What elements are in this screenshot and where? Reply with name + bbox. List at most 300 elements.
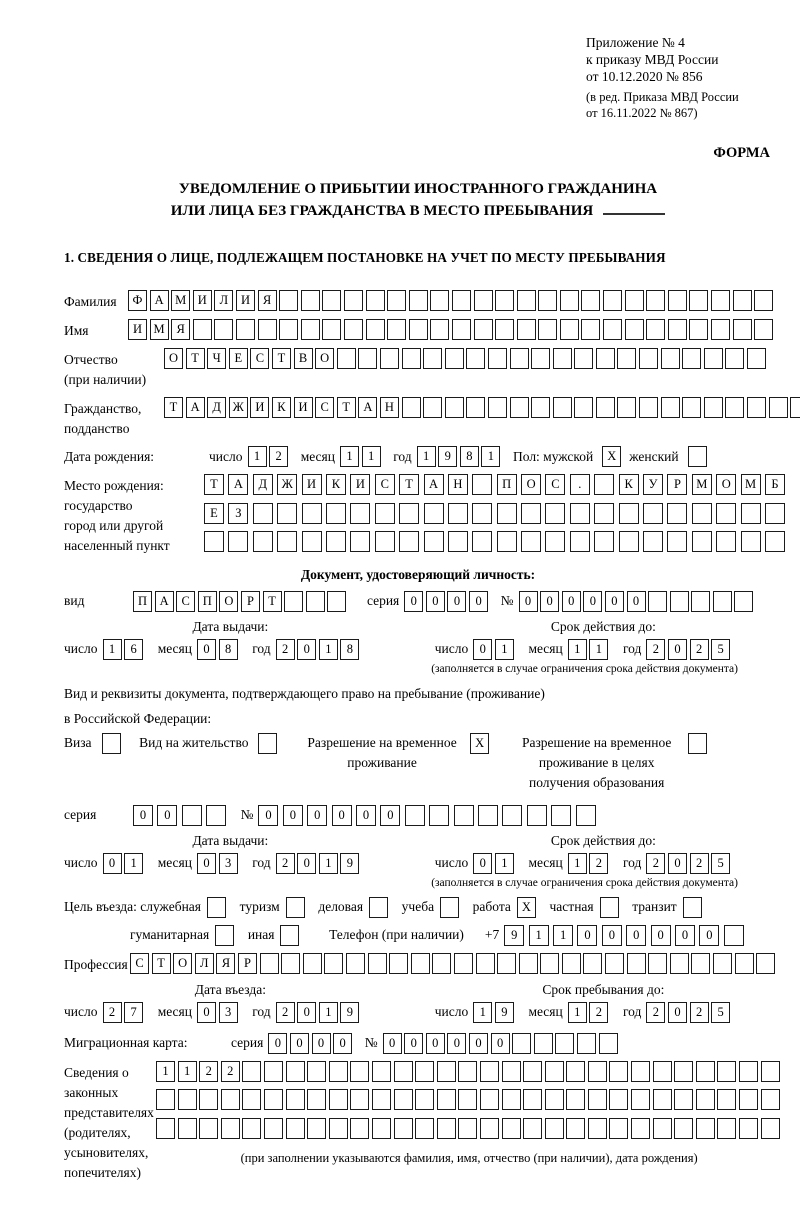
char-box[interactable]: [358, 348, 377, 369]
char-box[interactable]: 0: [383, 1033, 402, 1054]
char-box[interactable]: [588, 1061, 607, 1082]
char-box[interactable]: [696, 1118, 715, 1139]
char-box[interactable]: [617, 397, 636, 418]
char-box[interactable]: [302, 503, 322, 524]
char-box[interactable]: [178, 1089, 197, 1110]
char-box[interactable]: Е: [229, 348, 248, 369]
char-box[interactable]: [350, 503, 370, 524]
char-box[interactable]: [326, 531, 346, 552]
char-box[interactable]: 0: [627, 591, 646, 612]
char-box[interactable]: 1: [495, 639, 514, 660]
char-box[interactable]: [674, 1118, 693, 1139]
char-box[interactable]: 2: [646, 1002, 665, 1023]
char-box[interactable]: [307, 1089, 326, 1110]
char-box[interactable]: [448, 531, 468, 552]
char-box[interactable]: [765, 531, 785, 552]
char-box[interactable]: Н: [448, 474, 468, 495]
char-box[interactable]: [643, 503, 663, 524]
char-box[interactable]: 1: [362, 446, 381, 467]
char-box[interactable]: [713, 953, 732, 974]
char-box[interactable]: [242, 1089, 261, 1110]
char-box[interactable]: 1: [248, 446, 267, 467]
char-box[interactable]: [497, 531, 517, 552]
char-box[interactable]: [286, 1089, 305, 1110]
char-box[interactable]: 0: [668, 853, 687, 874]
char-box[interactable]: А: [358, 397, 377, 418]
char-box[interactable]: С: [130, 953, 149, 974]
char-box[interactable]: [372, 1061, 391, 1082]
char-box[interactable]: 0: [605, 591, 624, 612]
char-box[interactable]: [631, 1118, 650, 1139]
char-box[interactable]: [517, 319, 536, 340]
char-box[interactable]: 0: [519, 591, 538, 612]
char-box[interactable]: [454, 805, 474, 826]
char-box[interactable]: 1: [417, 446, 436, 467]
char-box[interactable]: 0: [577, 925, 597, 946]
char-box[interactable]: [415, 1089, 434, 1110]
char-box[interactable]: [596, 348, 615, 369]
char-box[interactable]: [790, 397, 800, 418]
humanitarian-checkbox[interactable]: [215, 925, 234, 946]
char-box[interactable]: 6: [124, 639, 143, 660]
char-box[interactable]: [739, 1089, 758, 1110]
char-box[interactable]: [653, 1061, 672, 1082]
char-box[interactable]: З: [228, 503, 248, 524]
char-box[interactable]: [747, 397, 766, 418]
char-box[interactable]: [646, 290, 665, 311]
char-box[interactable]: [653, 1089, 672, 1110]
char-box[interactable]: 0: [312, 1033, 331, 1054]
char-box[interactable]: 0: [699, 925, 719, 946]
char-box[interactable]: О: [521, 474, 541, 495]
char-box[interactable]: [609, 1089, 628, 1110]
char-box[interactable]: [472, 474, 492, 495]
char-box[interactable]: Ж: [277, 474, 297, 495]
char-box[interactable]: 0: [473, 639, 492, 660]
char-box[interactable]: [596, 397, 615, 418]
char-box[interactable]: К: [326, 474, 346, 495]
char-box[interactable]: [696, 1089, 715, 1110]
char-box[interactable]: 2: [221, 1061, 240, 1082]
char-box[interactable]: 1: [529, 925, 549, 946]
char-box[interactable]: [667, 531, 687, 552]
char-box[interactable]: 0: [602, 925, 622, 946]
char-box[interactable]: [545, 503, 565, 524]
char-box[interactable]: [445, 397, 464, 418]
char-box[interactable]: Я: [171, 319, 190, 340]
char-box[interactable]: [661, 397, 680, 418]
char-box[interactable]: [553, 397, 572, 418]
char-box[interactable]: [741, 531, 761, 552]
char-box[interactable]: Т: [337, 397, 356, 418]
char-box[interactable]: [199, 1118, 218, 1139]
char-box[interactable]: А: [186, 397, 205, 418]
char-box[interactable]: [577, 1033, 596, 1054]
char-box[interactable]: Т: [272, 348, 291, 369]
char-box[interactable]: 0: [283, 805, 303, 826]
char-box[interactable]: 0: [447, 591, 466, 612]
char-box[interactable]: А: [228, 474, 248, 495]
char-box[interactable]: [375, 531, 395, 552]
char-box[interactable]: [540, 953, 559, 974]
char-box[interactable]: 0: [197, 853, 216, 874]
char-box[interactable]: Н: [380, 397, 399, 418]
char-box[interactable]: 0: [333, 1033, 352, 1054]
char-box[interactable]: [713, 591, 732, 612]
char-box[interactable]: [346, 953, 365, 974]
char-box[interactable]: В: [294, 348, 313, 369]
char-box[interactable]: 0: [380, 805, 400, 826]
gender-male-checkbox[interactable]: X: [602, 446, 621, 467]
char-box[interactable]: [344, 290, 363, 311]
char-box[interactable]: 1: [495, 853, 514, 874]
char-box[interactable]: [281, 953, 300, 974]
char-box[interactable]: [570, 503, 590, 524]
char-box[interactable]: [521, 503, 541, 524]
char-box[interactable]: С: [315, 397, 334, 418]
char-box[interactable]: [387, 319, 406, 340]
char-box[interactable]: [326, 503, 346, 524]
char-box[interactable]: [472, 531, 492, 552]
char-box[interactable]: [523, 1118, 542, 1139]
char-box[interactable]: 0: [426, 1033, 445, 1054]
char-box[interactable]: [502, 1061, 521, 1082]
char-box[interactable]: [599, 1033, 618, 1054]
char-box[interactable]: [322, 290, 341, 311]
char-box[interactable]: [609, 1061, 628, 1082]
char-box[interactable]: 0: [473, 853, 492, 874]
char-box[interactable]: [480, 1118, 499, 1139]
char-box[interactable]: [497, 953, 516, 974]
char-box[interactable]: [668, 319, 687, 340]
char-box[interactable]: 0: [356, 805, 376, 826]
char-box[interactable]: [284, 591, 303, 612]
char-box[interactable]: [221, 1089, 240, 1110]
char-box[interactable]: [430, 290, 449, 311]
char-box[interactable]: 2: [646, 853, 665, 874]
char-box[interactable]: 0: [103, 853, 122, 874]
char-box[interactable]: [324, 953, 343, 974]
char-box[interactable]: [581, 319, 600, 340]
char-box[interactable]: [178, 1118, 197, 1139]
char-box[interactable]: [603, 319, 622, 340]
char-box[interactable]: 9: [495, 1002, 514, 1023]
char-box[interactable]: [458, 1089, 477, 1110]
char-box[interactable]: [761, 1089, 780, 1110]
char-box[interactable]: [366, 319, 385, 340]
char-box[interactable]: 2: [646, 639, 665, 660]
char-box[interactable]: [594, 531, 614, 552]
char-box[interactable]: [399, 503, 419, 524]
char-box[interactable]: [648, 591, 667, 612]
char-box[interactable]: Д: [207, 397, 226, 418]
char-box[interactable]: [576, 805, 596, 826]
char-box[interactable]: [277, 503, 297, 524]
char-box[interactable]: [221, 1118, 240, 1139]
char-box[interactable]: И: [350, 474, 370, 495]
char-box[interactable]: [594, 503, 614, 524]
char-box[interactable]: [692, 531, 712, 552]
char-box[interactable]: 0: [307, 805, 327, 826]
char-box[interactable]: [236, 319, 255, 340]
char-box[interactable]: И: [250, 397, 269, 418]
char-box[interactable]: [560, 290, 579, 311]
char-box[interactable]: С: [250, 348, 269, 369]
char-box[interactable]: [704, 348, 723, 369]
char-box[interactable]: [452, 319, 471, 340]
char-box[interactable]: [375, 503, 395, 524]
char-box[interactable]: [387, 290, 406, 311]
char-box[interactable]: 0: [290, 1033, 309, 1054]
temp-residence-checkbox[interactable]: X: [470, 733, 489, 754]
char-box[interactable]: [394, 1118, 413, 1139]
char-box[interactable]: 2: [269, 446, 288, 467]
char-box[interactable]: [415, 1118, 434, 1139]
residence-permit-checkbox[interactable]: [258, 733, 277, 754]
char-box[interactable]: 2: [589, 853, 608, 874]
char-box[interactable]: [639, 348, 658, 369]
char-box[interactable]: [350, 1118, 369, 1139]
char-box[interactable]: [639, 397, 658, 418]
char-box[interactable]: 0: [404, 1033, 423, 1054]
char-box[interactable]: К: [272, 397, 291, 418]
business-checkbox[interactable]: [369, 897, 388, 918]
char-box[interactable]: [458, 1061, 477, 1082]
char-box[interactable]: [517, 290, 536, 311]
char-box[interactable]: 3: [219, 853, 238, 874]
char-box[interactable]: О: [219, 591, 238, 612]
char-box[interactable]: О: [315, 348, 334, 369]
char-box[interactable]: [754, 319, 773, 340]
char-box[interactable]: [689, 319, 708, 340]
char-box[interactable]: [570, 531, 590, 552]
char-box[interactable]: 0: [297, 639, 316, 660]
char-box[interactable]: [711, 290, 730, 311]
char-box[interactable]: 1: [568, 853, 587, 874]
char-box[interactable]: [619, 531, 639, 552]
char-box[interactable]: [538, 290, 557, 311]
char-box[interactable]: [769, 397, 788, 418]
char-box[interactable]: Е: [204, 503, 224, 524]
char-box[interactable]: [631, 1061, 650, 1082]
work-checkbox[interactable]: X: [517, 897, 536, 918]
char-box[interactable]: 0: [297, 853, 316, 874]
char-box[interactable]: [717, 1118, 736, 1139]
char-box[interactable]: [448, 503, 468, 524]
char-box[interactable]: [415, 1061, 434, 1082]
char-box[interactable]: Т: [152, 953, 171, 974]
char-box[interactable]: [534, 1033, 553, 1054]
char-box[interactable]: Т: [263, 591, 282, 612]
char-box[interactable]: 0: [626, 925, 646, 946]
char-box[interactable]: [609, 1118, 628, 1139]
char-box[interactable]: [474, 290, 493, 311]
char-box[interactable]: Б: [765, 474, 785, 495]
temp-residence-edu-checkbox[interactable]: [688, 733, 707, 754]
char-box[interactable]: [689, 290, 708, 311]
char-box[interactable]: И: [236, 290, 255, 311]
char-box[interactable]: 0: [491, 1033, 510, 1054]
char-box[interactable]: Р: [238, 953, 257, 974]
char-box[interactable]: [264, 1118, 283, 1139]
char-box[interactable]: 0: [258, 805, 278, 826]
char-box[interactable]: [242, 1118, 261, 1139]
char-box[interactable]: [502, 1118, 521, 1139]
char-box[interactable]: 0: [469, 1033, 488, 1054]
char-box[interactable]: [545, 1061, 564, 1082]
char-box[interactable]: 8: [219, 639, 238, 660]
char-box[interactable]: 1: [473, 1002, 492, 1023]
char-box[interactable]: У: [643, 474, 663, 495]
char-box[interactable]: [478, 805, 498, 826]
char-box[interactable]: [716, 503, 736, 524]
char-box[interactable]: 7: [124, 1002, 143, 1023]
char-box[interactable]: 8: [460, 446, 479, 467]
char-box[interactable]: [423, 348, 442, 369]
char-box[interactable]: [394, 1089, 413, 1110]
char-box[interactable]: А: [155, 591, 174, 612]
char-box[interactable]: [691, 591, 710, 612]
char-box[interactable]: [512, 1033, 531, 1054]
char-box[interactable]: [754, 290, 773, 311]
char-box[interactable]: [631, 1089, 650, 1110]
char-box[interactable]: [306, 591, 325, 612]
char-box[interactable]: [538, 319, 557, 340]
char-box[interactable]: [711, 319, 730, 340]
char-box[interactable]: [399, 531, 419, 552]
char-box[interactable]: 2: [690, 853, 709, 874]
char-box[interactable]: 2: [276, 1002, 295, 1023]
char-box[interactable]: 0: [469, 591, 488, 612]
char-box[interactable]: 1: [589, 639, 608, 660]
char-box[interactable]: [423, 397, 442, 418]
char-box[interactable]: 0: [447, 1033, 466, 1054]
char-box[interactable]: 2: [690, 1002, 709, 1023]
char-box[interactable]: 0: [268, 1033, 287, 1054]
char-box[interactable]: [588, 1089, 607, 1110]
char-box[interactable]: [445, 348, 464, 369]
char-box[interactable]: [510, 397, 529, 418]
char-box[interactable]: [545, 1118, 564, 1139]
char-box[interactable]: [327, 591, 346, 612]
char-box[interactable]: .: [570, 474, 590, 495]
char-box[interactable]: [734, 591, 753, 612]
char-box[interactable]: [733, 290, 752, 311]
char-box[interactable]: С: [545, 474, 565, 495]
char-box[interactable]: [488, 348, 507, 369]
char-box[interactable]: О: [716, 474, 736, 495]
char-box[interactable]: [741, 503, 761, 524]
private-checkbox[interactable]: [600, 897, 619, 918]
char-box[interactable]: [603, 290, 622, 311]
char-box[interactable]: [372, 1118, 391, 1139]
char-box[interactable]: 0: [562, 591, 581, 612]
char-box[interactable]: М: [741, 474, 761, 495]
char-box[interactable]: [555, 1033, 574, 1054]
char-box[interactable]: [617, 348, 636, 369]
char-box[interactable]: [488, 397, 507, 418]
char-box[interactable]: [307, 1061, 326, 1082]
char-box[interactable]: 1: [319, 639, 338, 660]
char-box[interactable]: [193, 319, 212, 340]
transit-checkbox[interactable]: [683, 897, 702, 918]
char-box[interactable]: 0: [583, 591, 602, 612]
char-box[interactable]: [279, 290, 298, 311]
gender-female-checkbox[interactable]: [688, 446, 707, 467]
char-box[interactable]: [301, 290, 320, 311]
char-box[interactable]: [643, 531, 663, 552]
char-box[interactable]: [704, 397, 723, 418]
char-box[interactable]: [691, 953, 710, 974]
char-box[interactable]: 0: [651, 925, 671, 946]
char-box[interactable]: М: [150, 319, 169, 340]
char-box[interactable]: [279, 319, 298, 340]
char-box[interactable]: [458, 1118, 477, 1139]
char-box[interactable]: [344, 319, 363, 340]
official-checkbox[interactable]: [207, 897, 226, 918]
char-box[interactable]: 1: [103, 639, 122, 660]
char-box[interactable]: [303, 953, 322, 974]
char-box[interactable]: 2: [199, 1061, 218, 1082]
char-box[interactable]: [560, 319, 579, 340]
char-box[interactable]: [724, 925, 744, 946]
char-box[interactable]: [551, 805, 571, 826]
char-box[interactable]: [307, 1118, 326, 1139]
char-box[interactable]: [674, 1061, 693, 1082]
char-box[interactable]: [156, 1118, 175, 1139]
char-box[interactable]: [519, 953, 538, 974]
char-box[interactable]: Л: [214, 290, 233, 311]
char-box[interactable]: Я: [216, 953, 235, 974]
char-box[interactable]: Т: [399, 474, 419, 495]
char-box[interactable]: [739, 1061, 758, 1082]
study-checkbox[interactable]: [440, 897, 459, 918]
char-box[interactable]: [696, 1061, 715, 1082]
char-box[interactable]: [242, 1061, 261, 1082]
char-box[interactable]: [761, 1061, 780, 1082]
char-box[interactable]: [670, 953, 689, 974]
char-box[interactable]: [521, 531, 541, 552]
char-box[interactable]: 0: [404, 591, 423, 612]
char-box[interactable]: [562, 953, 581, 974]
char-box[interactable]: [653, 1118, 672, 1139]
char-box[interactable]: 1: [481, 446, 500, 467]
char-box[interactable]: [437, 1089, 456, 1110]
char-box[interactable]: [502, 805, 522, 826]
char-box[interactable]: 5: [711, 853, 730, 874]
char-box[interactable]: [717, 1089, 736, 1110]
char-box[interactable]: [329, 1089, 348, 1110]
char-box[interactable]: Т: [204, 474, 224, 495]
char-box[interactable]: [405, 805, 425, 826]
char-box[interactable]: 0: [133, 805, 153, 826]
char-box[interactable]: [301, 319, 320, 340]
char-box[interactable]: [253, 503, 273, 524]
char-box[interactable]: [661, 348, 680, 369]
char-box[interactable]: 1: [178, 1061, 197, 1082]
char-box[interactable]: [574, 397, 593, 418]
char-box[interactable]: [670, 591, 689, 612]
char-box[interactable]: [682, 348, 701, 369]
char-box[interactable]: [725, 348, 744, 369]
char-box[interactable]: [402, 348, 421, 369]
char-box[interactable]: [495, 319, 514, 340]
char-box[interactable]: [668, 290, 687, 311]
char-box[interactable]: [574, 348, 593, 369]
char-box[interactable]: 9: [504, 925, 524, 946]
char-box[interactable]: Т: [164, 397, 183, 418]
char-box[interactable]: [674, 1089, 693, 1110]
